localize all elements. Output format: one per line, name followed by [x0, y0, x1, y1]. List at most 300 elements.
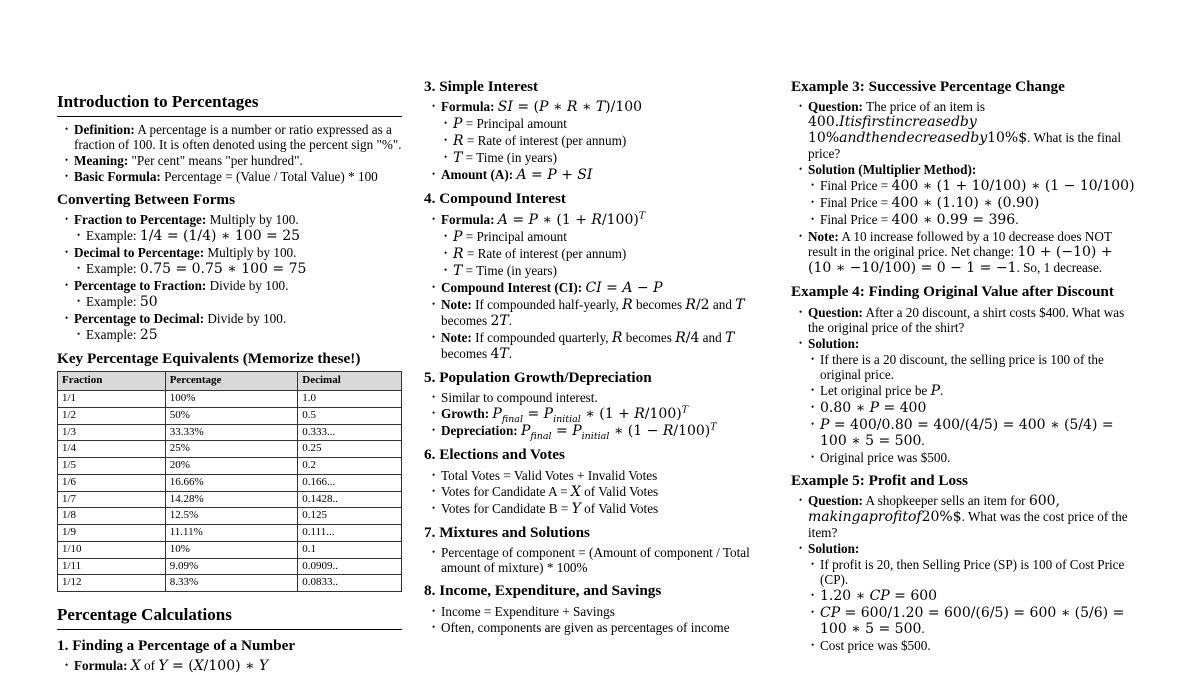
bullet-marker: • — [432, 213, 436, 224]
text: . — [508, 312, 512, 328]
table-cell: 0.1 — [298, 541, 402, 558]
list-item — [69, 228, 402, 244]
text: If there is a 20 discount, the selling price is 100 of the original price. — [820, 351, 1104, 382]
bullet-list — [436, 116, 769, 166]
bullet-list — [436, 229, 769, 279]
table-head — [58, 372, 402, 391]
text: Votes for Candidate A = — [441, 483, 571, 499]
list-item-text — [820, 605, 1136, 637]
list-item — [424, 468, 769, 483]
subsection-title: 7. Mixtures and Solutions — [424, 523, 590, 541]
math-segment: 4T — [490, 345, 509, 362]
text: A shopkeeper sells an item for — [862, 493, 1029, 509]
text: After a 20 discount, a shirt costs $400. What was the original price of the shirt? — [808, 304, 1125, 335]
bullet-marker: • — [432, 605, 436, 616]
subsection-title: Example 5: Profit and Loss — [791, 471, 968, 489]
list-item — [424, 167, 769, 183]
text: Often, components are given as percentages of income — [441, 619, 730, 635]
table-cell: 1/9 — [58, 525, 166, 542]
table-header-cell: Fraction — [58, 372, 166, 391]
list-item-text — [441, 212, 769, 228]
bullet-marker: • — [811, 180, 815, 191]
list-item — [791, 305, 1136, 335]
table-cell: 1/3 — [58, 424, 166, 441]
text: If profit is 20, then Selling Price (SP) is 100 of Cost Price (CP). — [820, 557, 1125, 588]
text: Percentage of component = (Amount of component / Total amount of mixture) * 100% — [441, 545, 750, 576]
sub-list — [69, 327, 402, 343]
list-item — [57, 245, 402, 260]
list-item-text — [820, 588, 1136, 604]
list-item-text — [441, 390, 769, 405]
table-row — [58, 541, 402, 558]
column-middle — [424, 78, 769, 675]
math-segment: A = P ∗ $(1 + R/100)^T$ — [497, 210, 646, 228]
subsection-title: 4. Compound Interest — [424, 190, 566, 208]
math-segment: P — [453, 116, 463, 133]
table-cell: 0.0833.. — [298, 575, 402, 592]
list-item-text — [820, 383, 1136, 399]
list-item — [803, 638, 1136, 653]
bullet-marker: • — [432, 408, 436, 419]
list-item-text — [808, 541, 1136, 556]
list-item-text — [808, 336, 1136, 351]
list-item-text — [820, 400, 1136, 416]
list-item-text — [441, 280, 769, 296]
math-segment: 0.80 ∗ P = 400 — [820, 399, 927, 416]
list-item — [803, 383, 1136, 399]
math-segment: X — [130, 658, 141, 675]
text: = Principal amount — [462, 228, 567, 244]
bold-text: Depreciation: — [441, 423, 518, 439]
bullet-list — [791, 305, 1136, 465]
math-segment: T — [453, 150, 463, 167]
bold-text: Solution: — [808, 541, 860, 557]
bold-text: Question: — [808, 304, 863, 320]
table-row — [58, 558, 402, 575]
subsection-title: 5. Population Growth/Depreciation — [424, 368, 652, 386]
bullet-marker: • — [77, 230, 81, 241]
table-cell: 1/4 — [58, 441, 166, 458]
text: = Rate of interest (per annum) — [463, 245, 627, 261]
bullet-marker: • — [432, 281, 436, 292]
bullet-list — [424, 99, 769, 183]
math-segment: 10 + (−10) + (10 ∗ −10/100) = 0 − 1 = −1 — [808, 244, 1113, 277]
bold-text: Basic Formula: — [74, 168, 161, 184]
bullet-marker: • — [77, 263, 81, 274]
list-item — [436, 133, 769, 149]
list-item — [69, 327, 402, 343]
bullet-marker: • — [799, 337, 803, 348]
bullet-marker: • — [811, 418, 815, 429]
table-row — [58, 441, 402, 458]
table-row — [58, 508, 402, 525]
bullet-marker: • — [444, 247, 448, 258]
math-segment: R — [453, 133, 464, 150]
bold-text: Solution: — [808, 335, 860, 351]
table-cell: 1/6 — [58, 474, 166, 491]
bold-text: Meaning: — [74, 152, 129, 168]
bullet-marker: • — [432, 298, 436, 309]
table-cell: 10% — [165, 541, 298, 558]
bold-text: Formula: — [441, 99, 495, 115]
list-item-text — [441, 167, 769, 183]
bullet-list — [57, 122, 402, 184]
bold-text: Percentage to Decimal: — [74, 311, 205, 327]
list-item — [424, 280, 769, 296]
bold-text: Formula: — [74, 658, 128, 674]
bullet-marker: • — [444, 135, 448, 146]
list-item-text — [820, 212, 1136, 228]
math-segment: R — [611, 329, 623, 346]
math-segment: 400 ∗ (1.10) ∗ (0.90) — [891, 195, 1040, 212]
math-segment: A = P + SI — [516, 167, 593, 184]
math-segment: 25 — [139, 327, 158, 344]
list-item — [803, 417, 1136, 449]
math-segment: T — [453, 262, 463, 279]
math-subscript: final — [530, 431, 552, 443]
bold-text: Formula: — [441, 211, 495, 227]
text: Example: — [86, 228, 140, 244]
list-item-text — [86, 294, 402, 310]
list-item-text — [453, 246, 769, 262]
math-segment: R — [453, 245, 464, 262]
list-item — [424, 404, 769, 426]
text: . So, 1 decrease. — [1016, 260, 1103, 276]
bold-text: Fraction to Percentage: — [74, 212, 207, 228]
table-cell: 25% — [165, 441, 298, 458]
list-item — [436, 150, 769, 166]
list-item-text — [820, 352, 1136, 382]
sub-list — [69, 294, 402, 310]
subsection-title: Example 3: Successive Percentage Change — [791, 78, 1065, 95]
text: . — [921, 432, 925, 448]
math-segment: 1/4 = (1/4) ∗ 100 = 25 — [139, 228, 301, 245]
text: Multiply by 100. — [206, 212, 299, 228]
bullet-marker: • — [811, 353, 815, 364]
table-row — [58, 575, 402, 592]
table-cell: 1/10 — [58, 541, 166, 558]
list-item-text — [74, 278, 402, 293]
table-cell: 1/7 — [58, 491, 166, 508]
math-subscript: initial — [581, 431, 610, 443]
bullet-marker: • — [811, 607, 815, 618]
text: becomes — [441, 312, 491, 328]
list-item — [57, 278, 402, 293]
bullet-marker: • — [432, 547, 436, 558]
table-cell: 1/11 — [58, 558, 166, 575]
list-item — [803, 195, 1136, 211]
sub-list — [436, 229, 769, 279]
table-row — [58, 474, 402, 491]
list-item-text — [820, 557, 1136, 587]
equivalents-table — [57, 371, 402, 592]
list-item-text — [441, 604, 769, 619]
list-item — [424, 484, 769, 500]
bullet-marker: • — [432, 425, 436, 436]
subsection-title: Example 4: Finding Original Value after Discount — [791, 283, 1114, 301]
text: = Time (in years) — [462, 262, 557, 278]
math-segment: 400 ∗ (1 + 10/100) ∗ (1 − 10/100) — [891, 178, 1135, 195]
bullet-marker: • — [432, 331, 436, 342]
list-item-text — [820, 195, 1136, 211]
subsection-title: Converting Between Forms — [57, 190, 235, 208]
text: . — [508, 345, 512, 361]
subsection-title: 8. Income, Expenditure, and Savings — [424, 582, 662, 600]
math-superscript: T — [681, 404, 689, 416]
bold-text: Percentage to Fraction: — [74, 278, 207, 294]
text: Original price was $500. — [820, 449, 951, 465]
bullet-list — [791, 99, 1136, 276]
bullet-marker: • — [444, 230, 448, 241]
sub-list — [69, 228, 402, 244]
section-title: Introduction to Percentages — [57, 92, 402, 117]
list-item — [424, 604, 769, 619]
text: Divide by 100. — [204, 311, 287, 327]
text: Multiply by 100. — [204, 245, 297, 261]
bold-text: Note: — [808, 229, 839, 245]
math-segment: P — [453, 228, 463, 245]
text: Example: — [86, 294, 140, 310]
list-item-text — [441, 404, 769, 426]
table-header-row — [58, 372, 402, 391]
text: Final Price = — [820, 195, 892, 211]
math-subscript: final — [501, 414, 523, 426]
math-segment: X — [570, 483, 581, 500]
table-cell: 8.33% — [165, 575, 298, 592]
math-segment: Y — [571, 500, 581, 517]
table-header-cell: Percentage — [165, 372, 298, 391]
list-item-text — [74, 311, 402, 326]
math-segment: R — [622, 296, 633, 313]
list-item-text — [441, 620, 769, 635]
list-item — [803, 178, 1136, 194]
list-item — [803, 557, 1136, 587]
text: = Time (in years) — [462, 150, 557, 166]
list-item — [424, 297, 769, 329]
table-cell: 0.333... — [298, 424, 402, 441]
math-segment: 400.Itisfirstincreasedby 10%andthendecreasedby10%$ — [808, 114, 1028, 147]
bullet-list — [424, 468, 769, 517]
math-segment: 0.75 = 0.75 ∗ 100 = 75 — [139, 261, 307, 278]
bold-text: Note: — [441, 296, 472, 312]
text: = Principal amount — [462, 116, 567, 132]
bullet-list — [69, 228, 402, 244]
list-item — [424, 545, 769, 575]
bullet-marker: • — [444, 152, 448, 163]
list-item-text — [74, 658, 402, 674]
text: . What is the final price? — [808, 130, 1122, 162]
list-item-text — [74, 122, 402, 152]
bullet-marker: • — [799, 495, 803, 506]
math-segment: 1.20 ∗ CP = 600 — [820, 588, 938, 605]
list-item — [69, 294, 402, 310]
text: Total Votes = Valid Votes + Invalid Votes — [441, 467, 658, 483]
column-left — [57, 78, 402, 675]
table-cell: 16.66% — [165, 474, 298, 491]
table-cell: 1/1 — [58, 391, 166, 408]
bullet-marker: • — [811, 384, 815, 395]
bullet-list — [803, 352, 1136, 465]
text: The price of an item is — [862, 99, 986, 115]
list-item — [791, 229, 1136, 276]
list-item-text — [86, 327, 402, 343]
bullet-marker: • — [799, 101, 803, 112]
list-item — [424, 330, 769, 362]
list-item-text — [820, 638, 1136, 653]
sub-list — [803, 557, 1136, 653]
list-item — [803, 400, 1136, 416]
list-item-text — [441, 99, 769, 115]
text: Income = Expenditure + Savings — [441, 603, 615, 619]
bullet-marker: • — [432, 485, 436, 496]
list-item — [803, 352, 1136, 382]
list-item-text — [820, 417, 1136, 449]
bold-text: Question: — [808, 99, 863, 115]
bullet-marker: • — [77, 329, 81, 340]
bullet-list — [69, 327, 402, 343]
table-cell: 100% — [165, 391, 298, 408]
list-item — [57, 212, 402, 227]
text: If compounded quarterly, — [471, 329, 612, 345]
subsection-title: 1. Finding a Percentage of a Number — [57, 636, 296, 654]
table-row — [58, 525, 402, 542]
bullet-list — [424, 604, 769, 635]
list-item-text — [441, 330, 769, 362]
table-cell: 50% — [165, 407, 298, 424]
list-item-text — [86, 228, 402, 244]
list-item-text — [441, 421, 769, 443]
text: Final Price = — [820, 178, 892, 194]
text: Percentage = (Value / Total Value) * 100 — [160, 168, 378, 184]
math-segment: SI = (P ∗ R ∗ T)/100 — [497, 99, 643, 116]
bullet-marker: • — [432, 621, 436, 632]
list-item — [69, 261, 402, 277]
math-segment: P = 400/0.80 = 400/(4/5) = 400 ∗ (5/4) = 100 ∗ 5 = 500 — [820, 416, 1114, 449]
bold-text: Decimal to Percentage: — [74, 245, 205, 261]
bullet-marker: • — [65, 170, 69, 181]
list-item-text — [820, 178, 1136, 194]
list-item-text — [453, 116, 769, 132]
table-cell: 1.0 — [298, 391, 402, 408]
bullet-marker: • — [811, 640, 815, 651]
list-item — [791, 162, 1136, 177]
list-item — [57, 153, 402, 168]
text: becomes — [632, 296, 686, 312]
text: Cost price was $500. — [820, 638, 931, 654]
table-cell: 14.28% — [165, 491, 298, 508]
table-cell: 0.125 — [298, 508, 402, 525]
list-item-text — [453, 150, 769, 166]
list-item — [803, 212, 1136, 228]
bullet-list — [57, 658, 402, 674]
text: of — [140, 658, 159, 674]
bullet-list — [791, 493, 1136, 653]
bold-text: Amount (A): — [441, 167, 514, 183]
bullet-list — [424, 545, 769, 575]
table-row — [58, 458, 402, 475]
table-cell: 12.5% — [165, 508, 298, 525]
column-right — [791, 78, 1136, 675]
text: . — [921, 621, 925, 637]
table-cell: 33.33% — [165, 424, 298, 441]
section-title: Percentage Calculations — [57, 605, 402, 630]
text: A percentage is a number or ratio expressed as a fraction of 100. It is often denoted using the percent sign "%". — [74, 121, 402, 152]
table-cell: 0.0909.. — [298, 558, 402, 575]
sub-list — [69, 261, 402, 277]
math-subscript: initial — [553, 414, 581, 426]
list-item — [791, 493, 1136, 540]
bullet-marker: • — [444, 118, 448, 129]
bullet-marker: • — [65, 123, 69, 134]
text: Example: — [86, 261, 140, 277]
list-item-text — [453, 229, 769, 245]
list-item — [791, 336, 1136, 351]
list-item-text — [453, 133, 769, 149]
text: . What was the cost price of the item? — [808, 509, 1128, 541]
table-row — [58, 391, 402, 408]
list-item — [803, 605, 1136, 637]
text: and — [709, 296, 736, 312]
bold-text: Solution (Multiplier Method): — [808, 162, 977, 178]
list-item-text — [808, 493, 1136, 540]
list-item-text — [808, 162, 1136, 177]
math-segment: Y = (X/100) ∗ Y — [158, 658, 269, 675]
bullet-marker: • — [811, 559, 815, 570]
subsection-title: Key Percentage Equivalents (Memorize these!) — [57, 350, 361, 368]
text: Final Price = — [820, 212, 892, 228]
text: of Valid Votes — [580, 483, 659, 499]
bullet-marker: • — [811, 401, 815, 412]
list-item — [436, 263, 769, 279]
list-item — [57, 658, 402, 674]
list-item-text — [441, 297, 769, 329]
bold-text: Note: — [441, 329, 472, 345]
math-segment: 600, makingaprofitof20%$ — [808, 493, 1061, 526]
bullet-list — [424, 390, 769, 443]
list-item — [791, 541, 1136, 556]
bullet-marker: • — [65, 280, 69, 291]
sub-list — [803, 352, 1136, 465]
list-item — [57, 169, 402, 184]
sub-list — [803, 178, 1136, 228]
list-item-text — [453, 263, 769, 279]
subsection-title: 3. Simple Interest — [424, 78, 539, 95]
table-row — [58, 491, 402, 508]
bold-text: Definition: — [74, 121, 135, 137]
math-segment: R/2 — [685, 296, 710, 313]
math-segment: T — [735, 296, 745, 313]
bullet-marker: • — [799, 306, 803, 317]
text: . — [1015, 212, 1019, 228]
text: "Per cent" means "per hundred". — [128, 152, 303, 168]
bullet-marker: • — [65, 660, 69, 671]
text: of Valid Votes — [580, 500, 659, 516]
text: Similar to compound interest. — [441, 390, 598, 406]
bold-text: Growth: — [441, 406, 490, 422]
table-cell: 0.1428.. — [298, 491, 402, 508]
bullet-marker: • — [432, 502, 436, 513]
list-item — [424, 390, 769, 405]
bullet-marker: • — [799, 543, 803, 554]
math-segment: R/4 — [675, 329, 700, 346]
text: becomes — [622, 329, 676, 345]
bullet-list — [803, 557, 1136, 653]
bullet-list — [69, 294, 402, 310]
list-item — [424, 501, 769, 517]
math-segment: 50 — [139, 294, 158, 311]
text: If compounded half-yearly, — [471, 296, 623, 312]
list-item-text — [74, 245, 402, 260]
